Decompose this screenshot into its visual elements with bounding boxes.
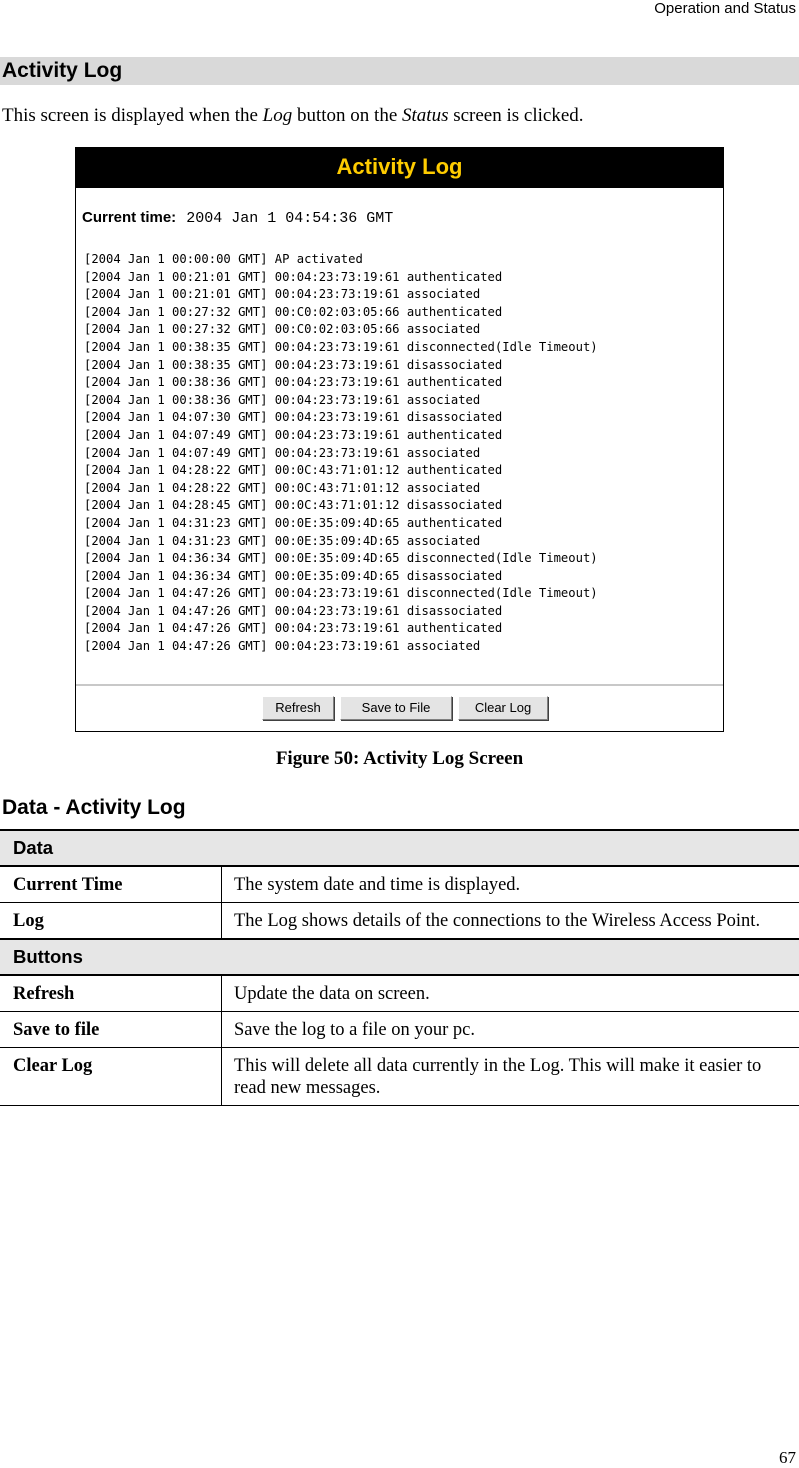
clear-log-button[interactable]: Clear Log [458, 696, 548, 720]
log-line: [2004 Jan 1 00:38:35 GMT] 00:04:23:73:19:61 disassociated [84, 357, 503, 372]
log-line: [2004 Jan 1 04:28:22 GMT] 00:0C:43:71:01:12 authenticated [84, 463, 503, 478]
log-list [84, 251, 598, 656]
row-definition: The Log shows details of the connections to the Wireless Access Point. [222, 903, 799, 940]
log-line: [2004 Jan 1 04:07:49 GMT] 00:04:23:73:19:61 authenticated [84, 427, 503, 442]
group-header-row [0, 939, 799, 975]
group-label: Buttons [0, 939, 799, 975]
save-to-file-button[interactable]: Save to File [340, 696, 452, 720]
screenshot-button-bar [262, 696, 548, 720]
log-line: [2004 Jan 1 04:47:26 GMT] 00:04:23:73:19:61 disassociated [84, 603, 503, 618]
table-row [0, 866, 799, 903]
intro-text-3: screen is clicked. [448, 105, 584, 126]
log-line: [2004 Jan 1 04:36:34 GMT] 00:0E:35:09:4D:65 disassociated [84, 568, 503, 583]
row-definition: The system date and time is displayed. [222, 866, 799, 903]
log-line: [2004 Jan 1 00:38:36 GMT] 00:04:23:73:19:61 authenticated [84, 375, 503, 390]
data-table [0, 829, 799, 1106]
section-title: Activity Log [2, 59, 123, 82]
log-line: [2004 Jan 1 00:27:32 GMT] 00:C0:02:03:05:66 associated [84, 322, 481, 337]
row-definition: This will delete all data currently in the Log. This will make it easier to read new messages. [222, 1048, 799, 1106]
row-term: Current Time [0, 866, 222, 903]
intro-text-1: This screen is displayed when the [2, 105, 263, 126]
screenshot-divider [76, 684, 723, 686]
log-line: [2004 Jan 1 00:21:01 GMT] 00:04:23:73:19:61 authenticated [84, 269, 503, 284]
data-table-heading: Data - Activity Log [2, 796, 186, 819]
group-header-row [0, 830, 799, 866]
table-row [0, 903, 799, 940]
log-line: [2004 Jan 1 04:47:26 GMT] 00:04:23:73:19:61 associated [84, 639, 481, 654]
log-line: [2004 Jan 1 04:28:22 GMT] 00:0C:43:71:01:12 associated [84, 480, 481, 495]
intro-text-2: button on the [292, 105, 403, 126]
intro-status-term: Status [402, 105, 449, 126]
page-number: 67 [779, 1448, 796, 1467]
row-definition: Save the log to a file on your pc. [222, 1012, 799, 1048]
current-time-row [82, 209, 393, 227]
section-title-bar [0, 57, 799, 85]
log-line: [2004 Jan 1 00:38:35 GMT] 00:04:23:73:19:61 disconnected(Idle Timeout) [84, 339, 598, 354]
log-line: [2004 Jan 1 00:27:32 GMT] 00:C0:02:03:05:66 authenticated [84, 304, 503, 319]
log-line: [2004 Jan 1 04:07:30 GMT] 00:04:23:73:19:61 disassociated [84, 410, 503, 425]
row-term: Log [0, 903, 222, 940]
log-line: [2004 Jan 1 00:21:01 GMT] 00:04:23:73:19:61 associated [84, 287, 481, 302]
refresh-button[interactable]: Refresh [262, 696, 334, 720]
activity-log-screenshot [75, 147, 724, 732]
log-line: [2004 Jan 1 04:31:23 GMT] 00:0E:35:09:4D:65 authenticated [84, 515, 503, 530]
intro-paragraph [2, 105, 584, 127]
row-term: Clear Log [0, 1048, 222, 1106]
row-term: Save to file [0, 1012, 222, 1048]
row-definition: Update the data on screen. [222, 975, 799, 1012]
current-time-label: Current time: [82, 209, 177, 226]
row-term: Refresh [0, 975, 222, 1012]
table-row [0, 975, 799, 1012]
table-row [0, 1012, 799, 1048]
log-line: [2004 Jan 1 04:36:34 GMT] 00:0E:35:09:4D:65 disconnected(Idle Timeout) [84, 551, 598, 566]
figure-caption: Figure 50: Activity Log Screen [275, 748, 524, 769]
group-label: Data [0, 830, 799, 866]
current-time-value: 2004 Jan 1 04:54:36 GMT [186, 210, 394, 227]
log-line: [2004 Jan 1 04:31:23 GMT] 00:0E:35:09:4D:65 associated [84, 533, 481, 548]
log-line: [2004 Jan 1 00:38:36 GMT] 00:04:23:73:19:61 associated [84, 392, 481, 407]
screenshot-title: Activity Log [336, 154, 463, 179]
log-line: [2004 Jan 1 04:28:45 GMT] 00:0C:43:71:01:12 disassociated [84, 498, 503, 513]
log-line: [2004 Jan 1 04:07:49 GMT] 00:04:23:73:19:61 associated [84, 445, 481, 460]
log-line: [2004 Jan 1 04:47:26 GMT] 00:04:23:73:19:61 disconnected(Idle Timeout) [84, 586, 598, 601]
log-line: [2004 Jan 1 00:00:00 GMT] AP activated [84, 252, 363, 266]
screenshot-title-bar [76, 148, 723, 188]
intro-log-term: Log [262, 105, 293, 126]
log-line: [2004 Jan 1 04:47:26 GMT] 00:04:23:73:19:61 authenticated [84, 621, 503, 636]
running-header: Operation and Status [654, 0, 796, 17]
table-row [0, 1048, 799, 1106]
